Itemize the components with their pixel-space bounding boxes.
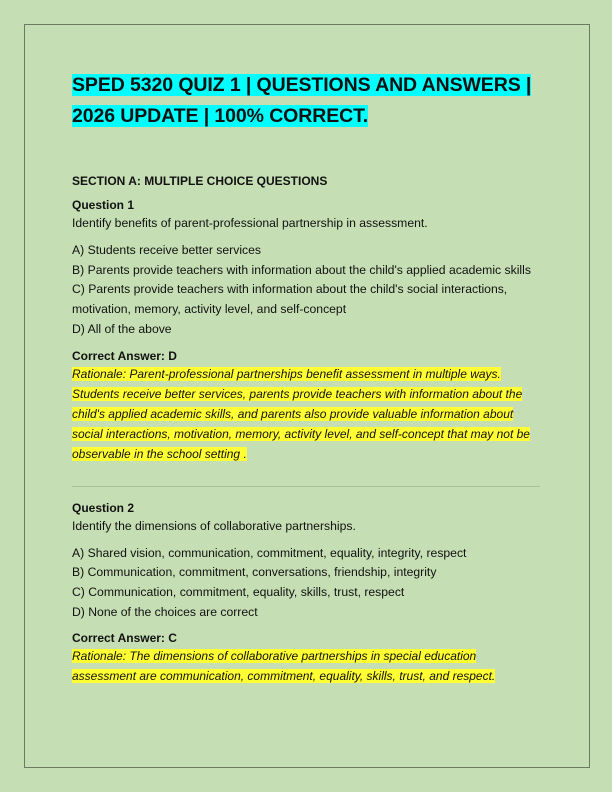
option-list <box>72 241 542 340</box>
rationale: Rationale: Parent-professional partnerships benefit assessment in multiple ways. Students receive better services, parents provide teachers with information about the child's applied academic skills, and parents also provide valuable information about social interactions, motivation, memory, activity level, and self-concept that may not be observable in the school setting . <box>72 366 530 461</box>
rationale: Rationale: The dimensions of collaborative partnerships in special education assessment are communication, commitment, equality, skills, trust, and respect. <box>72 649 496 684</box>
option-list <box>72 544 542 623</box>
correct-answer: Correct Answer: D <box>72 348 177 363</box>
question-heading: Question 2 <box>72 500 135 515</box>
section-heading: SECTION A: MULTIPLE CHOICE QUESTIONS <box>72 174 328 188</box>
question-block-2 <box>72 501 542 687</box>
divider <box>72 486 540 487</box>
question-block-1 <box>72 198 542 464</box>
question-heading: Question 1 <box>72 198 135 212</box>
document-title: SPED 5320 QUIZ 1 | QUESTIONS AND ANSWERS | 2026 UPDATE | 100% CORRECT. <box>72 74 532 127</box>
option-a: A) Students receive better services <box>72 243 261 257</box>
option-c: C) Communication, commitment, equality, skills, trust, respect <box>72 584 405 599</box>
option-b: B) Parents provide teachers with information about the child's applied academic skills <box>72 262 531 277</box>
option-b: B) Communication, commitment, conversations, friendship, integrity <box>72 565 437 580</box>
question-text: Identify benefits of parent-professional partnership in assessment. <box>72 216 428 230</box>
correct-answer: Correct Answer: C <box>72 631 177 646</box>
option-d: D) None of the choices are correct <box>72 604 258 619</box>
option-d: D) All of the above <box>72 321 172 336</box>
option-a: A) Shared vision, communication, commitment, equality, integrity, respect <box>72 545 467 560</box>
option-c: C) Parents provide teachers with information about the child's social interactions, motivation, memory, activity level, and self-concept <box>72 282 508 317</box>
document-body <box>72 70 542 686</box>
question-text: Identify the dimensions of collaborative partnerships. <box>72 518 356 533</box>
